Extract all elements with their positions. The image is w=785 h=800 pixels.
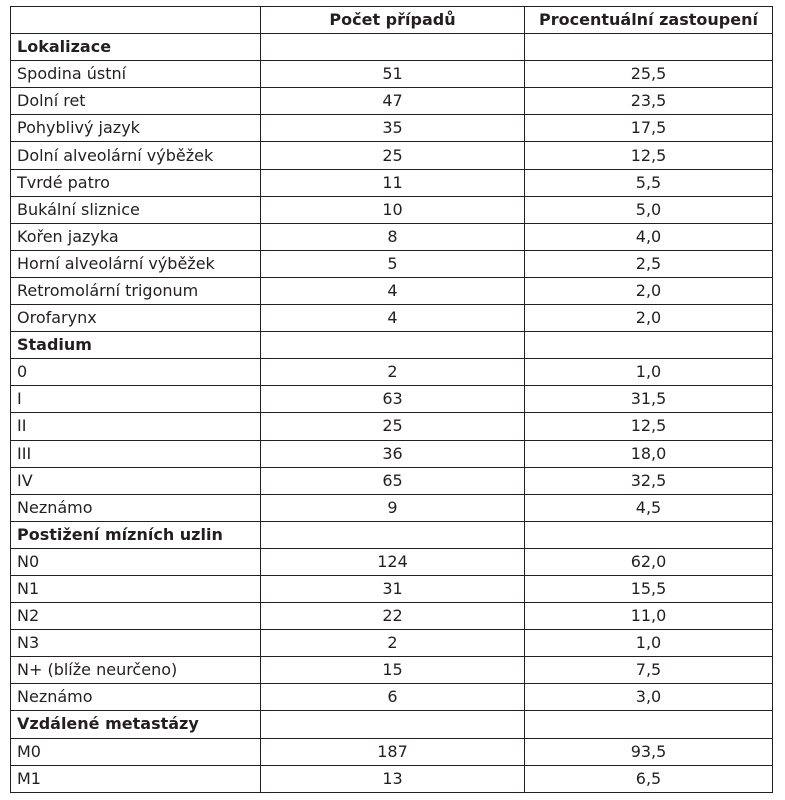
row-count: 6 (261, 684, 525, 711)
row-count: 9 (261, 494, 525, 521)
row-label: 0 (11, 359, 261, 386)
row-percent: 11,0 (525, 603, 773, 630)
empty-cell (525, 521, 773, 548)
row-label: N+ (blíže neurčeno) (11, 657, 261, 684)
table-row (11, 305, 773, 332)
table-row (11, 386, 773, 413)
data-table-container (10, 6, 773, 793)
row-label: M0 (11, 738, 261, 765)
row-label: Dolní ret (11, 88, 261, 115)
row-count: 31 (261, 575, 525, 602)
table-row (11, 61, 773, 88)
row-count: 124 (261, 548, 525, 575)
row-count: 35 (261, 115, 525, 142)
table-row (11, 359, 773, 386)
row-label: I (11, 386, 261, 413)
row-label: Kořen jazyka (11, 223, 261, 250)
row-label: Horní alveolární výběžek (11, 250, 261, 277)
table-row (11, 277, 773, 304)
row-count: 5 (261, 250, 525, 277)
section-row (11, 34, 773, 61)
row-label: N1 (11, 575, 261, 602)
table-row (11, 142, 773, 169)
row-count: 25 (261, 413, 525, 440)
row-count: 22 (261, 603, 525, 630)
row-label: Neznámo (11, 494, 261, 521)
column-header-count: Počet případů (261, 7, 525, 34)
table-row (11, 494, 773, 521)
empty-cell (261, 711, 525, 738)
row-percent: 12,5 (525, 142, 773, 169)
row-count: 13 (261, 765, 525, 792)
section-title: Lokalizace (11, 34, 261, 61)
row-label: Spodina ústní (11, 61, 261, 88)
column-header-percent: Procentuální zastoupení (525, 7, 773, 34)
row-count: 51 (261, 61, 525, 88)
row-percent: 18,0 (525, 440, 773, 467)
section-row (11, 711, 773, 738)
row-label: III (11, 440, 261, 467)
row-percent: 32,5 (525, 467, 773, 494)
table-row (11, 223, 773, 250)
row-count: 2 (261, 630, 525, 657)
row-count: 63 (261, 386, 525, 413)
table-row (11, 88, 773, 115)
row-count: 2 (261, 359, 525, 386)
row-label: Orofarynx (11, 305, 261, 332)
table-body (11, 34, 773, 793)
table-row (11, 548, 773, 575)
row-percent: 3,0 (525, 684, 773, 711)
row-percent: 17,5 (525, 115, 773, 142)
row-count: 10 (261, 196, 525, 223)
row-count: 8 (261, 223, 525, 250)
row-label: N2 (11, 603, 261, 630)
row-percent: 4,0 (525, 223, 773, 250)
section-title: Postižení mízních uzlin (11, 521, 261, 548)
row-percent: 4,5 (525, 494, 773, 521)
table-row (11, 630, 773, 657)
section-title: Stadium (11, 332, 261, 359)
row-percent: 31,5 (525, 386, 773, 413)
row-percent: 2,0 (525, 277, 773, 304)
row-count: 11 (261, 169, 525, 196)
row-percent: 1,0 (525, 359, 773, 386)
table-row (11, 603, 773, 630)
row-percent: 5,0 (525, 196, 773, 223)
data-table (10, 6, 773, 793)
row-count: 25 (261, 142, 525, 169)
row-percent: 12,5 (525, 413, 773, 440)
table-row (11, 196, 773, 223)
row-percent: 15,5 (525, 575, 773, 602)
table-row (11, 765, 773, 792)
row-label: N0 (11, 548, 261, 575)
empty-cell (261, 332, 525, 359)
table-row (11, 169, 773, 196)
header-row (11, 7, 773, 34)
empty-cell (261, 34, 525, 61)
table-row (11, 440, 773, 467)
row-percent: 93,5 (525, 738, 773, 765)
row-percent: 6,5 (525, 765, 773, 792)
row-percent: 7,5 (525, 657, 773, 684)
row-label: Pohyblivý jazyk (11, 115, 261, 142)
empty-cell (525, 34, 773, 61)
row-percent: 23,5 (525, 88, 773, 115)
row-label: II (11, 413, 261, 440)
row-count: 36 (261, 440, 525, 467)
row-count: 187 (261, 738, 525, 765)
table-row (11, 115, 773, 142)
row-label: Bukální sliznice (11, 196, 261, 223)
row-percent: 1,0 (525, 630, 773, 657)
empty-cell (525, 711, 773, 738)
row-label: N3 (11, 630, 261, 657)
row-count: 15 (261, 657, 525, 684)
row-label: IV (11, 467, 261, 494)
row-percent: 5,5 (525, 169, 773, 196)
row-percent: 2,5 (525, 250, 773, 277)
row-percent: 25,5 (525, 61, 773, 88)
row-count: 4 (261, 277, 525, 304)
table-row (11, 467, 773, 494)
table-row (11, 575, 773, 602)
table-row (11, 684, 773, 711)
row-percent: 62,0 (525, 548, 773, 575)
section-title: Vzdálené metastázy (11, 711, 261, 738)
row-percent: 2,0 (525, 305, 773, 332)
section-row (11, 521, 773, 548)
row-count: 47 (261, 88, 525, 115)
empty-cell (261, 521, 525, 548)
row-label: Retromolární trigonum (11, 277, 261, 304)
row-count: 65 (261, 467, 525, 494)
table-row (11, 738, 773, 765)
row-label: Neznámo (11, 684, 261, 711)
table-row (11, 250, 773, 277)
table-row (11, 413, 773, 440)
table-row (11, 657, 773, 684)
row-label: Dolní alveolární výběžek (11, 142, 261, 169)
row-count: 4 (261, 305, 525, 332)
row-label: Tvrdé patro (11, 169, 261, 196)
empty-cell (525, 332, 773, 359)
row-label: M1 (11, 765, 261, 792)
section-row (11, 332, 773, 359)
column-header-label (11, 7, 261, 34)
